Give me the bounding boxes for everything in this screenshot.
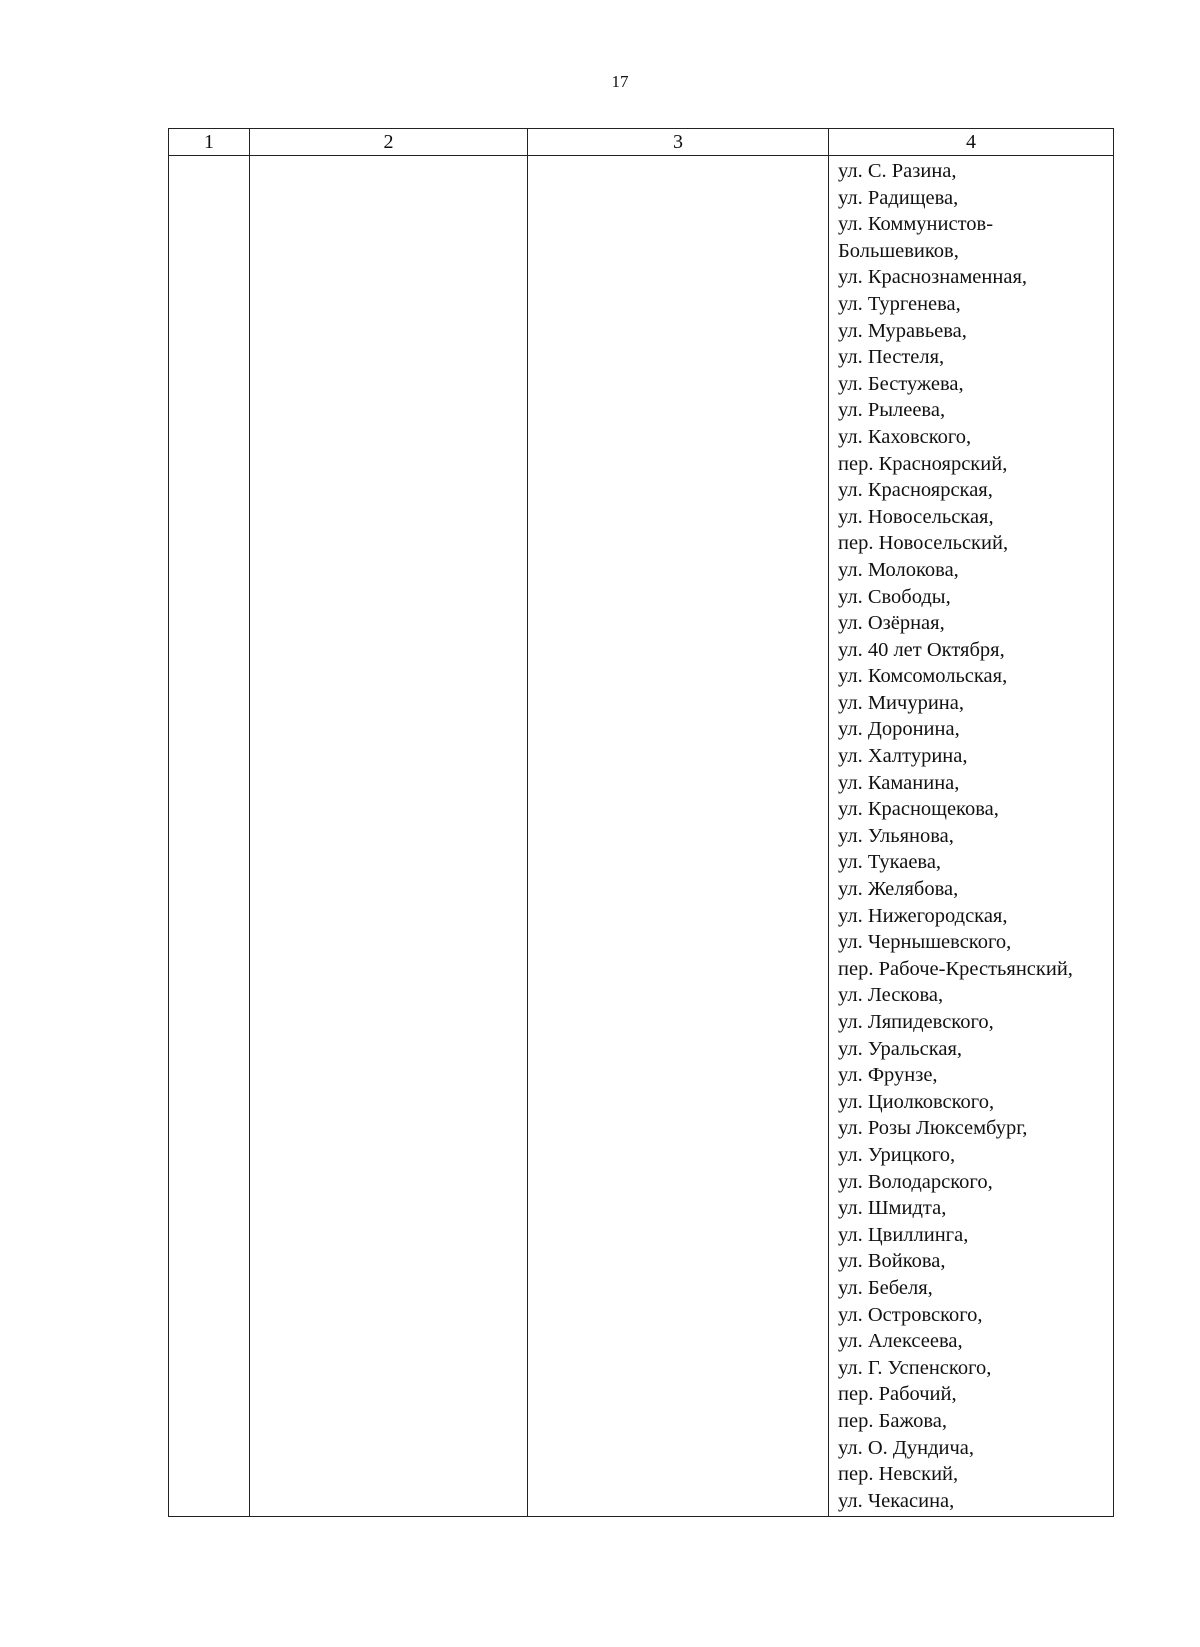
document-table [168, 128, 1114, 1517]
column-header-4: 4 [829, 129, 1114, 156]
street-list-item: пер. Рабочий, [838, 1383, 957, 1406]
column-header-3: 3 [528, 129, 829, 156]
street-list-item: ул. Тургенева, [838, 292, 961, 315]
street-list [838, 158, 1113, 1514]
street-list-item: ул. Шмидта, [838, 1197, 947, 1220]
street-list-item: ул. Краснознаменная, [838, 266, 1028, 289]
street-list-item: ул. Бестужева, [838, 372, 964, 395]
street-list-item: ул. Каховского, [838, 425, 972, 448]
street-list-item: пер. Рабоче-Крестьянский, [838, 957, 1073, 980]
column-header-1: 1 [169, 129, 250, 156]
table-header-row [169, 129, 1114, 156]
street-list-item: ул. Урицкого, [838, 1143, 956, 1166]
street-list-item: ул. Войкова, [838, 1250, 946, 1273]
street-list-item: ул. Чекасина, [838, 1489, 955, 1512]
street-list-item: ул. Доронина, [838, 718, 960, 741]
street-list-item: ул. С. Разина, [838, 160, 957, 182]
street-list-item: ул. Лескова, [838, 984, 944, 1007]
street-list-item: ул. Бебеля, [838, 1276, 933, 1299]
street-list-item: ул. Озёрная, [838, 612, 945, 635]
column-header-2: 2 [250, 129, 528, 156]
street-list-item: ул. Молокова, [838, 558, 959, 581]
street-list-item: ул. Коммунистов- [838, 213, 994, 236]
street-list-item: ул. Нижегородская, [838, 904, 1008, 927]
street-list-item: ул. Новосельская, [838, 505, 994, 528]
table-row [169, 156, 1114, 1517]
street-list-item: ул. Мичурина, [838, 691, 965, 714]
street-list-item: пер. Невский, [838, 1463, 959, 1486]
street-list-item: ул. Чернышевского, [838, 931, 1012, 954]
street-list-item: ул. Краснощекова, [838, 798, 999, 821]
street-list-item: ул. Каманина, [838, 771, 960, 794]
street-list-item: пер. Красноярский, [838, 452, 1008, 475]
street-list-item: ул. Ульянова, [838, 824, 954, 847]
street-list-item: ул. Циолковского, [838, 1090, 995, 1113]
street-list-item: ул. Свободы, [838, 585, 951, 608]
street-list-item: ул. Халтурина, [838, 745, 968, 768]
street-list-item: ул. Муравьева, [838, 319, 967, 342]
street-list-item: ул. Рылеева, [838, 399, 946, 422]
street-list-item: ул. Розы Люксембург, [838, 1117, 1028, 1140]
street-list-item: ул. Радищева, [838, 186, 959, 209]
street-list-item: ул. Красноярская, [838, 479, 993, 502]
street-list-item: ул. Володарского, [838, 1170, 993, 1193]
street-list-item: ул. Цвиллинга, [838, 1223, 969, 1246]
street-list-item: ул. Островского, [838, 1303, 983, 1326]
street-list-item: ул. Алексеева, [838, 1330, 963, 1353]
street-list-item: Большевиков, [838, 239, 959, 262]
street-list-item: ул. 40 лет Октября, [838, 638, 1005, 661]
cell-column-3 [528, 156, 829, 1517]
street-list-item: ул. Пестеля, [838, 346, 945, 369]
street-list-item: ул. Желябова, [838, 878, 959, 901]
cell-column-4 [829, 156, 1114, 1517]
street-list-item: ул. Фрунзе, [838, 1064, 938, 1087]
street-list-item: ул. Комсомольская, [838, 665, 1008, 688]
street-list-item: пер. Бажова, [838, 1409, 947, 1432]
cell-column-2 [250, 156, 528, 1517]
street-list-item: ул. Уральская, [838, 1037, 963, 1060]
page-number: 17 [611, 72, 629, 91]
street-list-item: ул. Тукаева, [838, 851, 942, 874]
street-list-item: ул. Г. Успенского, [838, 1356, 992, 1379]
street-list-item: пер. Новосельский, [838, 532, 1009, 555]
cell-column-1 [169, 156, 250, 1517]
street-list-item: ул. О. Дундича, [838, 1436, 975, 1459]
street-list-item: ул. Ляпидевского, [838, 1011, 994, 1033]
